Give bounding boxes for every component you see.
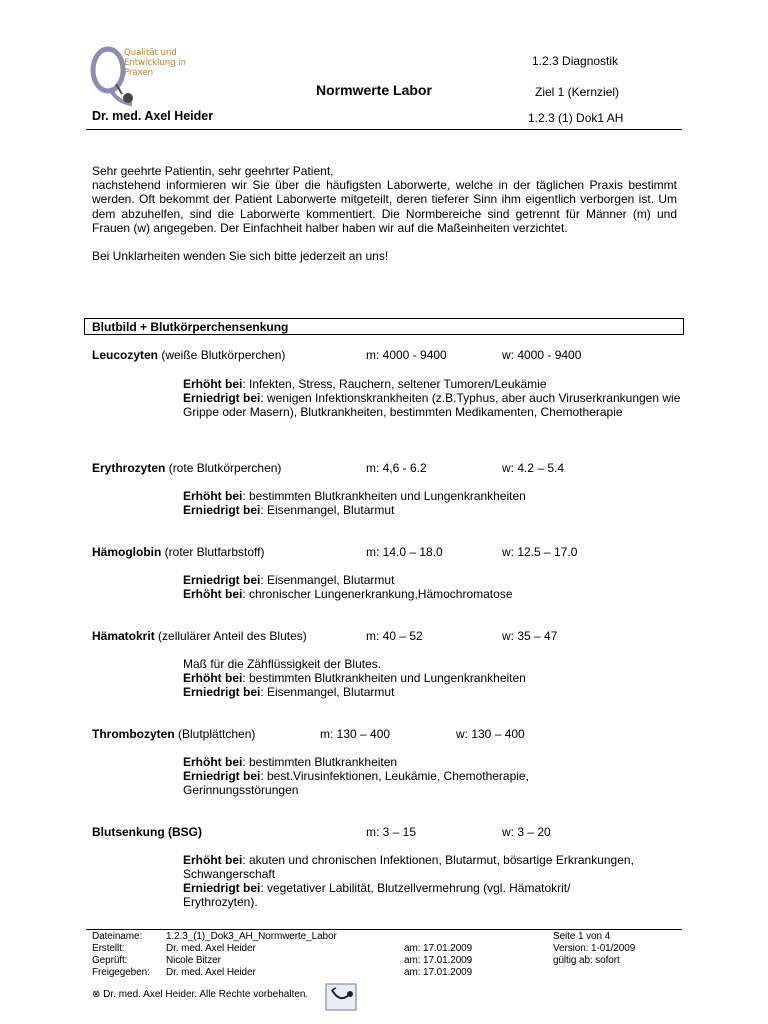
entry-desc: (rote Blutkörperchen): [165, 461, 282, 475]
footer-divider: [86, 929, 682, 930]
section-code: 1.2.3 Diagnostik: [532, 54, 619, 68]
logo-text: Qualität und Entwicklung in Praxen: [124, 48, 186, 78]
entry-name: Leucozyten: [92, 348, 159, 362]
entry-name: Thrombozyten: [92, 727, 175, 741]
entry-desc: (Blutplättchen): [174, 727, 256, 741]
footer-value: Dr. med. Axel Heider: [166, 967, 256, 978]
detail-text: : bestimmten Blutkrankheiten: [242, 755, 398, 769]
entry-details: [183, 657, 693, 699]
footer-label: Dateiname:: [92, 931, 143, 942]
entry-details: [183, 853, 683, 909]
page-title: Normwerte Labor: [316, 82, 432, 98]
detail-text: : best.Virusinfektionen, Leukämie, Chemotherapie, Gerinnungsstörungen: [183, 769, 529, 797]
contact-note: Bei Unklarheiten wenden Sie sich bitte jederzeit an uns!: [92, 249, 389, 264]
detail-text: : Eisenmangel, Blutarmut: [260, 685, 395, 699]
footer-value: 1.2.3_(1)_Dok3_AH_Normwerte_Labor: [166, 931, 337, 942]
entry-details: [183, 377, 693, 419]
detail-label: Erhöht bei: [183, 853, 243, 867]
male-range: m: 14.0 – 18.0: [366, 545, 443, 559]
detail-text: : bestimmten Blutkrankheiten und Lungenkrankheiten: [242, 489, 526, 503]
footer-date: am: 17.01.2009: [404, 967, 473, 978]
author-name: Dr. med. Axel Heider: [92, 109, 214, 123]
footer-right: gültig ab: sofort: [553, 955, 620, 966]
footer-label: Geprüft:: [92, 955, 128, 966]
goal-label: Ziel 1 (Kernziel): [535, 85, 620, 99]
detail-label: Erniedrigt bei: [183, 881, 261, 895]
footer-right: Seite 1 von 4: [553, 931, 611, 942]
male-range: m: 40 – 52: [366, 629, 423, 643]
detail-text: : Eisenmangel, Blutarmut: [260, 503, 395, 517]
entry-name: Hämatokrit: [92, 629, 155, 643]
footer-date: am: 17.01.2009: [404, 943, 473, 954]
detail-label: Erniedrigt bei: [183, 503, 261, 517]
footer-label: Freigegeben:: [92, 967, 150, 978]
lab-entry-thrombozyten: [92, 727, 255, 741]
male-range: m: 4,6 - 6.2: [366, 461, 427, 475]
detail-text: : Eisenmangel, Blutarmut: [260, 573, 395, 587]
detail-label: Erhöht bei: [183, 489, 243, 503]
female-range: w: 3 – 20: [502, 825, 551, 839]
footer-label: Erstellt:: [92, 943, 125, 954]
lab-entry-erythrozyten: [92, 461, 281, 475]
detail-label: Erniedrigt bei: [183, 769, 261, 783]
entry-details: [183, 573, 693, 601]
footer-date: am: 17.01.2009: [404, 955, 473, 966]
detail-intro: Maß für die Zähflüssigkeit der Blutes.: [183, 657, 382, 671]
entry-details: [183, 755, 583, 797]
entry-desc: (roter Blutfarbstoff): [161, 545, 265, 559]
detail-text: : bestimmten Blutkrankheiten und Lungenkrankheiten: [242, 671, 526, 685]
detail-text: : vegetativer Labilität, Blutzellvermehrung (vgl. Hämatokrit/ Erythrozyten).: [183, 881, 571, 909]
detail-label: Erniedrigt bei: [183, 685, 261, 699]
male-range: m: 130 – 400: [320, 727, 391, 741]
detail-text: : Infekten, Stress, Rauchern, seltener Tumoren/Leukämie: [242, 377, 547, 391]
detail-label: Erhöht bei: [183, 755, 243, 769]
female-range: w: 130 – 400: [456, 727, 525, 741]
entry-desc: (weiße Blutkörperchen): [158, 348, 286, 362]
detail-text: : wenigen Infektionskrankheiten (z.B.Typhus, aber auch Viruserkrankungen wie Grippe oder Masern), Blutkrankheiten, bestimmten Medikamenten, Chemotherapie: [183, 391, 681, 419]
female-range: w: 35 – 47: [502, 629, 558, 643]
lab-entry-haematokrit: [92, 629, 307, 643]
entry-details: [183, 489, 693, 517]
entry-name: Blutsenkung (BSG): [92, 825, 202, 839]
female-range: w: 4000 - 9400: [502, 348, 582, 362]
entry-name: Hämoglobin: [92, 545, 162, 559]
male-range: m: 4000 - 9400: [366, 348, 447, 362]
greeting: Sehr geehrte Patientin, sehr geehrter Patient,: [92, 164, 334, 178]
lab-entry-blutsenkung: [92, 825, 202, 839]
stethoscope-icon: [324, 982, 358, 1012]
lab-entry-leucozyten: [92, 348, 285, 362]
female-range: w: 4.2 – 5.4: [502, 461, 565, 475]
section-title: Blutbild + Blutkörperchensenkung: [92, 320, 289, 334]
lab-entry-haemoglobin: [92, 545, 264, 559]
detail-label: Erniedrigt bei: [183, 391, 261, 405]
document-id: 1.2.3 (1) Dok1 AH: [528, 111, 624, 125]
intro-body: nachstehend informieren wir Sie über die häufigsten Laborwerte, welche in der täglichen Praxis bestimmt werden. Oft bekommt der Patient Laborwerte mitgeteilt, deren tieferer Sinn ihm eigentlich verborgen ist. Um dem abzuhelfen, sind die Laborwerte kommentiert. Die Normbereiche sind getrennt für Männer (m) und Frauen (w) angegeben. Der Einfachheit halber haben wir auf die Maßeinheiten verzichtet.: [92, 178, 677, 235]
detail-label: Erniedrigt bei: [183, 573, 261, 587]
section-heading: [84, 318, 684, 335]
detail-label: Erhöht bei: [183, 587, 243, 601]
footer-value: Nicole Bitzer: [166, 955, 221, 966]
male-range: m: 3 – 15: [366, 825, 417, 839]
detail-label: Erhöht bei: [183, 377, 243, 391]
header-divider: [86, 129, 682, 130]
footer-value: Dr. med. Axel Heider: [166, 943, 256, 954]
footer-right: Version: 1-01/2009: [553, 943, 636, 954]
detail-text: : chronischer Lungenerkrankung,Hämochromatose: [242, 587, 513, 601]
female-range: w: 12.5 – 17.0: [502, 545, 578, 559]
intro-text: [92, 164, 677, 263]
copyright-notice: ⊗ Dr. med. Axel Heider. Alle Rechte vorbehalten.: [92, 989, 309, 1000]
entry-desc: (zellulärer Anteil des Blutes): [154, 629, 307, 643]
detail-text: : akuten und chronischen Infektionen, Blutarmut, bösartige Erkrankungen, Schwangerschaft: [183, 853, 634, 881]
detail-label: Erhöht bei: [183, 671, 243, 685]
entry-name: Erythrozyten: [92, 461, 166, 475]
